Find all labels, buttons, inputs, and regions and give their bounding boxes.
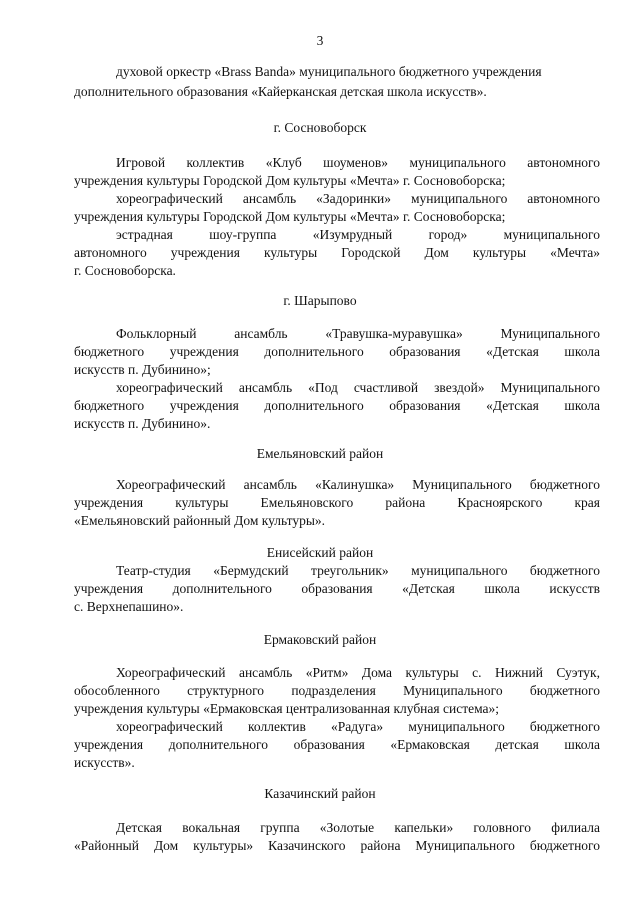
text-line: эстрадная шоу-группа «Изумрудный город» муниципального bbox=[116, 227, 600, 242]
text-line: Хореографический ансамбль «Калинушка» Муниципального бюджетного bbox=[116, 477, 600, 492]
text-line: учреждения культуры Городской Дом культуры «Мечта» г. Сосновоборска; bbox=[74, 209, 506, 224]
text-line: Фольклорный ансамбль «Травушка-муравушка» Муниципального bbox=[116, 326, 600, 341]
text-line: обособленного структурного подразделения Муниципального бюджетного bbox=[74, 683, 600, 698]
section-heading: г. Шарыпово bbox=[283, 293, 357, 308]
section-heading: Емельяновский район bbox=[256, 446, 384, 461]
text-line: Театр-студия «Бермудский треугольник» муниципального бюджетного bbox=[116, 563, 600, 578]
text-line: «Емельяновский районный Дом культуры». bbox=[74, 513, 326, 528]
text-line: г. Сосновоборска. bbox=[74, 263, 176, 278]
text-line: Детская вокальная группа «Золотые капельки» головного филиала bbox=[116, 820, 600, 835]
text-line: учреждения культуры «Ермаковская централизованная клубная система»; bbox=[74, 701, 500, 716]
text-line: учреждения культуры Емельяновского района Красноярского края bbox=[74, 495, 600, 510]
section-heading: г. Сосновоборск bbox=[273, 120, 367, 135]
text-line: с. Верхнепашино». bbox=[74, 599, 184, 614]
section-heading: Енисейский район bbox=[266, 545, 374, 560]
text-line: духовой оркестр «Brass Banda» муниципального бюджетного учреждения bbox=[116, 64, 542, 79]
text-line: автономного учреждения культуры Городской Дом культуры «Мечта» bbox=[74, 245, 600, 260]
text-line: учреждения культуры Городской Дом культуры «Мечта» г. Сосновоборска; bbox=[74, 173, 506, 188]
page-number: 3 bbox=[316, 33, 324, 48]
text-line: хореографический коллектив «Радуга» муниципального бюджетного bbox=[116, 719, 600, 734]
text-line: учреждения дополнительного образования «Ермаковская детская школа bbox=[74, 737, 600, 752]
text-line: искусств п. Дубинино». bbox=[74, 416, 211, 431]
text-line: бюджетного учреждения дополнительного образования «Детская школа bbox=[74, 344, 600, 359]
text-line: учреждения дополнительного образования «Детская школа искусств bbox=[74, 581, 600, 596]
section-heading: Казачинский район bbox=[264, 786, 376, 801]
text-line: искусств п. Дубинино»; bbox=[74, 362, 211, 377]
text-line: хореографический ансамбль «Задоринки» муниципального автономного bbox=[116, 191, 600, 206]
text-line: искусств». bbox=[74, 755, 135, 770]
section-heading: Ермаковский район bbox=[263, 632, 377, 647]
text-line: хореографический ансамбль «Под счастливой звездой» Муниципального bbox=[116, 380, 600, 395]
text-line: бюджетного учреждения дополнительного образования «Детская школа bbox=[74, 398, 600, 413]
text-line: Хореографический ансамбль «Ритм» Дома культуры с. Нижний Суэтук, bbox=[116, 665, 600, 680]
text-line: «Районный Дом культуры» Казачинского района Муниципального бюджетного bbox=[74, 838, 600, 853]
text-line: Игровой коллектив «Клуб шоуменов» муниципального автономного bbox=[116, 155, 600, 170]
text-line: дополнительного образования «Кайерканская детская школа искусств». bbox=[74, 84, 487, 99]
